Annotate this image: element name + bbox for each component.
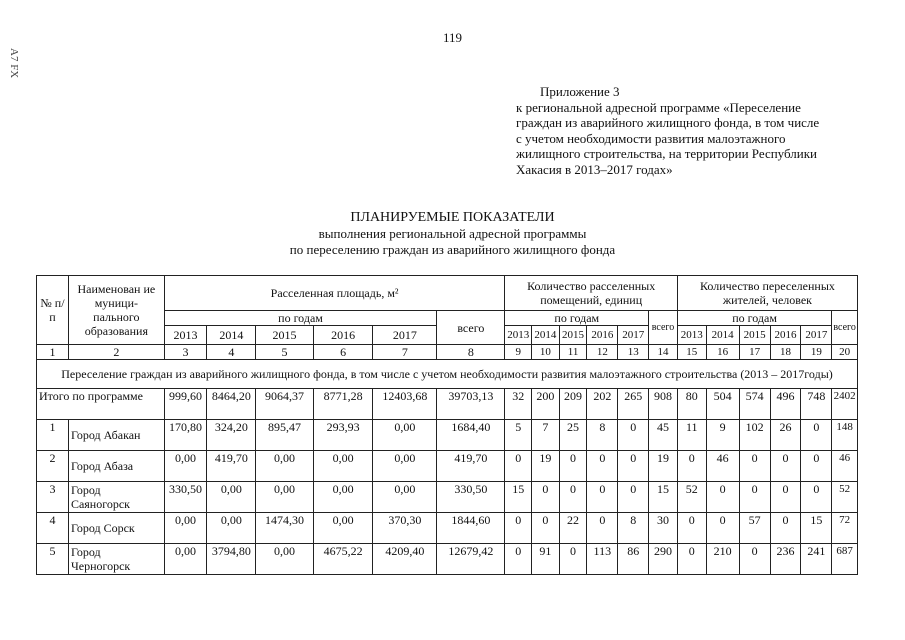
rooms-value-cell: 209: [559, 389, 587, 420]
appendix-line: жилищного строительства, на территории Республики: [516, 146, 818, 161]
area-value-cell: 9064,37: [256, 389, 313, 420]
rooms-value-cell: 0: [505, 513, 532, 544]
residents-value-cell: 0: [677, 451, 706, 482]
residents-value-cell: 574: [739, 389, 770, 420]
row-num-cell: 2: [37, 451, 69, 482]
residents-value-cell: 241: [801, 544, 832, 575]
column-number-cell: 6: [313, 345, 373, 360]
rooms-total-cell: 908: [649, 389, 678, 420]
appendix-line: с учетом необходимости развития малоэтажного: [516, 130, 786, 146]
col-header-by-years: по годам: [164, 311, 437, 326]
area-value-cell: 895,47: [256, 420, 313, 451]
rooms-value-cell: 0: [532, 513, 560, 544]
rooms-value-cell: 0: [559, 451, 587, 482]
area-value-cell: 0,00: [313, 451, 373, 482]
area-value-cell: 0,00: [207, 513, 256, 544]
column-number-cell: 2: [68, 345, 164, 360]
rooms-value-cell: 0: [532, 482, 560, 513]
residents-total-cell: 52: [832, 482, 858, 513]
area-value-cell: 0,00: [373, 420, 437, 451]
row-name-cell: Город Саяногорск: [68, 482, 164, 513]
residents-value-cell: 236: [770, 544, 801, 575]
area-value-cell: 3794,80: [207, 544, 256, 575]
residents-value-cell: 496: [770, 389, 801, 420]
rooms-value-cell: 202: [587, 389, 618, 420]
page-number: 119: [442, 30, 463, 45]
area-value-cell: 12403,68: [373, 389, 437, 420]
area-value-cell: 0,00: [256, 544, 313, 575]
heading-subtitle: выполнения региональной адресной программы: [318, 226, 587, 241]
rooms-value-cell: 0: [587, 482, 618, 513]
table-row: [37, 544, 858, 575]
residents-value-cell: 0: [801, 482, 832, 513]
area-value-cell: 8464,20: [207, 389, 256, 420]
area-value-cell: 0,00: [256, 451, 313, 482]
column-number-cell: 18: [770, 345, 801, 360]
col-header-year: 2013: [164, 326, 207, 345]
residents-value-cell: 0: [770, 482, 801, 513]
area-value-cell: 0,00: [164, 451, 207, 482]
rooms-value-cell: 0: [587, 513, 618, 544]
residents-value-cell: 52: [677, 482, 706, 513]
area-total-cell: 1844,60: [437, 513, 505, 544]
col-header-total: всего: [437, 311, 505, 345]
residents-value-cell: 0: [770, 451, 801, 482]
col-header-year: 2014: [207, 326, 256, 345]
residents-value-cell: 504: [706, 389, 739, 420]
row-num-cell: 1: [37, 420, 69, 451]
residents-value-cell: 46: [706, 451, 739, 482]
rooms-value-cell: 0: [587, 451, 618, 482]
col-header-by-years: по годам: [677, 311, 831, 326]
area-value-cell: 0,00: [313, 513, 373, 544]
residents-value-cell: 0: [801, 420, 832, 451]
area-value-cell: 0,00: [207, 482, 256, 513]
area-value-cell: 4209,40: [373, 544, 437, 575]
rooms-value-cell: 0: [505, 544, 532, 575]
section-title: Переселение граждан из аварийного жилищного фонда, в том числе с учетом необходимости развития малоэтажного строительства (2013 – 2017годы): [37, 360, 858, 389]
column-number-cell: 11: [559, 345, 587, 360]
appendix-title: Приложение 3: [540, 84, 620, 99]
residents-value-cell: 102: [739, 420, 770, 451]
residents-value-cell: 0: [739, 544, 770, 575]
rooms-total-cell: 45: [649, 420, 678, 451]
row-num-cell: 3: [37, 482, 69, 513]
rooms-value-cell: 200: [532, 389, 560, 420]
residents-total-cell: 687: [832, 544, 858, 575]
row-name-cell: Город Сорск: [68, 513, 164, 544]
area-value-cell: 999,60: [164, 389, 207, 420]
residents-value-cell: 80: [677, 389, 706, 420]
column-number-cell: 7: [373, 345, 437, 360]
residents-value-cell: 0: [739, 451, 770, 482]
table-body: [37, 389, 858, 575]
area-value-cell: 0,00: [164, 544, 207, 575]
residents-value-cell: 0: [770, 513, 801, 544]
residents-value-cell: 0: [706, 482, 739, 513]
residents-value-cell: 9: [706, 420, 739, 451]
col-header-year: 2016: [313, 326, 373, 345]
rooms-value-cell: 8: [587, 420, 618, 451]
col-header-name: Наименован ие муници- пального образования: [68, 276, 164, 345]
area-total-cell: 39703,13: [437, 389, 505, 420]
column-number-cell: 16: [706, 345, 739, 360]
col-header-year: 2014: [706, 326, 739, 345]
row-num-cell: 5: [37, 544, 69, 575]
column-number-cell: 3: [164, 345, 207, 360]
rooms-value-cell: 91: [532, 544, 560, 575]
residents-value-cell: 0: [739, 482, 770, 513]
appendix-line: граждан из аварийного жилищного фонда, в том числе: [516, 115, 820, 130]
table-row: [37, 420, 858, 451]
column-number-cell: 10: [532, 345, 560, 360]
col-header-year: 2016: [587, 326, 618, 345]
heading-title: ПЛАНИРУЕМЫЕ ПОКАЗАТЕЛИ: [350, 210, 555, 225]
area-value-cell: 4675,22: [313, 544, 373, 575]
area-value-cell: 170,80: [164, 420, 207, 451]
rooms-value-cell: 32: [505, 389, 532, 420]
area-value-cell: 324,20: [207, 420, 256, 451]
col-header-year: 2015: [256, 326, 313, 345]
residents-value-cell: 26: [770, 420, 801, 451]
column-number-cell: 15: [677, 345, 706, 360]
col-header-year: 2013: [677, 326, 706, 345]
rooms-value-cell: 86: [618, 544, 649, 575]
residents-value-cell: 748: [801, 389, 832, 420]
col-header-year: 2013: [505, 326, 532, 345]
column-number-cell: 20: [832, 345, 858, 360]
col-header-year: 2017: [618, 326, 649, 345]
column-number-cell: 4: [207, 345, 256, 360]
row-name-cell: Город Абаза: [68, 451, 164, 482]
residents-value-cell: 0: [677, 544, 706, 575]
rooms-value-cell: 25: [559, 420, 587, 451]
table-row: [37, 513, 858, 544]
rooms-value-cell: 5: [505, 420, 532, 451]
column-number-cell: 1: [37, 345, 69, 360]
area-total-cell: 12679,42: [437, 544, 505, 575]
col-header-by-years: по годам: [505, 311, 649, 326]
rooms-value-cell: 7: [532, 420, 560, 451]
heading-subtitle: по переселению граждан из аварийного жилищного фонда: [289, 242, 616, 257]
area-value-cell: 0,00: [164, 513, 207, 544]
area-total-cell: 419,70: [437, 451, 505, 482]
residents-total-cell: 148: [832, 420, 858, 451]
area-value-cell: 1474,30: [256, 513, 313, 544]
area-value-cell: 0,00: [256, 482, 313, 513]
rooms-value-cell: 0: [559, 544, 587, 575]
col-header-year: 2015: [559, 326, 587, 345]
rooms-value-cell: 22: [559, 513, 587, 544]
rooms-value-cell: 8: [618, 513, 649, 544]
column-number-cell: 17: [739, 345, 770, 360]
row-name-cell: Город Абакан: [68, 420, 164, 451]
table-row: [37, 389, 858, 420]
rooms-value-cell: 265: [618, 389, 649, 420]
col-header-year: 2016: [770, 326, 801, 345]
side-mark: A7 FX: [8, 48, 20, 79]
rooms-value-cell: 15: [505, 482, 532, 513]
area-total-cell: 330,50: [437, 482, 505, 513]
area-value-cell: 0,00: [373, 482, 437, 513]
rooms-value-cell: 0: [618, 420, 649, 451]
rooms-total-cell: 19: [649, 451, 678, 482]
table-row: [37, 482, 858, 513]
column-number-cell: 8: [437, 345, 505, 360]
residents-total-cell: 72: [832, 513, 858, 544]
rooms-value-cell: 0: [618, 451, 649, 482]
area-value-cell: 293,93: [313, 420, 373, 451]
col-header-rooms-group: Количество расселенных помещений, единиц: [505, 276, 677, 311]
appendix-line: Хакасия в 2013–2017 годах»: [516, 161, 673, 177]
area-value-cell: 330,50: [164, 482, 207, 513]
col-header-year: 2014: [532, 326, 560, 345]
appendix-line: к региональной адресной программе «Переселение: [516, 99, 801, 115]
column-number-cell: 19: [801, 345, 832, 360]
rooms-total-cell: 30: [649, 513, 678, 544]
area-total-cell: 1684,40: [437, 420, 505, 451]
col-header-year: 2017: [373, 326, 437, 345]
rooms-value-cell: 19: [532, 451, 560, 482]
residents-value-cell: 15: [801, 513, 832, 544]
column-number-cell: 12: [587, 345, 618, 360]
col-header-total: всего: [649, 311, 678, 345]
column-number-cell: 14: [649, 345, 678, 360]
area-value-cell: 419,70: [207, 451, 256, 482]
column-number-cell: 5: [256, 345, 313, 360]
residents-value-cell: 57: [739, 513, 770, 544]
row-name-cell: Город Черногорск: [68, 544, 164, 575]
col-header-year: 2017: [801, 326, 832, 345]
row-num-cell: 4: [37, 513, 69, 544]
rooms-value-cell: 0: [505, 451, 532, 482]
area-value-cell: 370,30: [373, 513, 437, 544]
residents-total-cell: 2402: [832, 389, 858, 420]
column-numbers-row: [37, 345, 858, 360]
appendix-block: [516, 84, 819, 177]
residents-total-cell: 46: [832, 451, 858, 482]
indicators-table: [36, 275, 858, 575]
row-name-cell: Итого по программе: [37, 389, 165, 420]
residents-value-cell: 0: [706, 513, 739, 544]
area-value-cell: 8771,28: [313, 389, 373, 420]
rooms-value-cell: 0: [618, 482, 649, 513]
column-number-cell: 9: [505, 345, 532, 360]
residents-value-cell: 0: [677, 513, 706, 544]
col-header-total: всего: [832, 311, 858, 345]
residents-value-cell: 210: [706, 544, 739, 575]
rooms-total-cell: 290: [649, 544, 678, 575]
rooms-value-cell: 0: [559, 482, 587, 513]
col-header-area-group: Расселенная площадь, м²: [164, 276, 505, 311]
col-header-year: 2015: [739, 326, 770, 345]
area-value-cell: 0,00: [373, 451, 437, 482]
residents-value-cell: 0: [801, 451, 832, 482]
col-header-num: № п/п: [37, 276, 69, 345]
document-heading: [0, 210, 905, 258]
table-row: [37, 451, 858, 482]
column-number-cell: 13: [618, 345, 649, 360]
area-value-cell: 0,00: [313, 482, 373, 513]
rooms-total-cell: 15: [649, 482, 678, 513]
col-header-residents-group: Количество переселенных жителей, человек: [677, 276, 857, 311]
rooms-value-cell: 113: [587, 544, 618, 575]
residents-value-cell: 11: [677, 420, 706, 451]
